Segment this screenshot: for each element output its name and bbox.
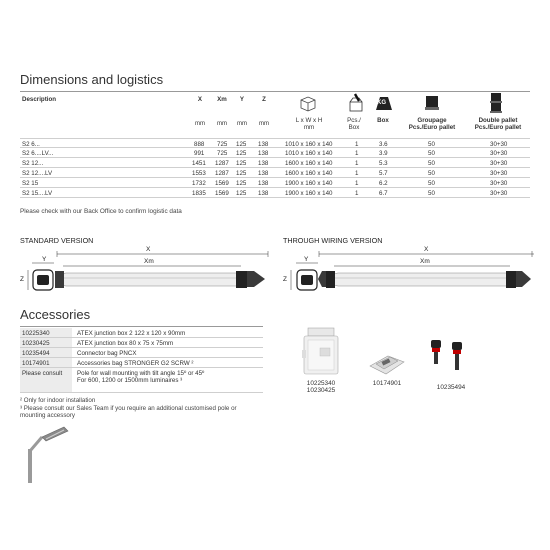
cell-lwh: 1900 x 160 x 140 <box>285 180 333 187</box>
cell-groupage: 50 <box>428 150 435 157</box>
col-header-double-line1: Double pallet <box>478 117 518 124</box>
table-row <box>20 358 263 368</box>
accessories-bag-image <box>368 352 406 376</box>
caption-junction-box-2: 10230425 <box>306 387 336 394</box>
cell-desc: S2 12... <box>22 160 44 167</box>
cell-pcs: 1 <box>355 150 359 157</box>
col-header-lwh <box>288 117 330 131</box>
table-top-rule <box>20 91 530 92</box>
unit-x: mm <box>195 121 205 127</box>
junction-box-image <box>300 326 342 376</box>
cell-groupage: 50 <box>428 160 435 167</box>
cell-box: 5.3 <box>379 160 388 167</box>
std-label-xm: Xm <box>144 258 154 265</box>
cell-y: 125 <box>236 190 247 197</box>
cell-x: 1732 <box>192 180 206 187</box>
accessory-code: 10225340 <box>22 330 50 337</box>
cell-desc: S2 15....LV <box>22 190 53 197</box>
cell-desc: S2 15 <box>22 180 39 187</box>
std-label-x: X <box>146 246 151 253</box>
cell-y: 125 <box>236 180 247 187</box>
cell-box: 6.2 <box>379 180 388 187</box>
tw-label-z: Z <box>283 276 287 283</box>
cell-lwh: 1010 x 160 x 140 <box>285 141 333 148</box>
col-header-pcs <box>342 117 366 131</box>
col-header-xm: Xm <box>217 96 227 103</box>
cell-desc: S2 12....LV <box>22 170 53 177</box>
dimensions-title: Dimensions and logistics <box>20 72 164 87</box>
footnote-consult: ³ Please consult our Sales Team if you require an additional customised pole or <box>20 405 237 412</box>
package-dimensions-icon <box>299 94 317 112</box>
connector-image <box>428 338 472 378</box>
cell-z: 138 <box>258 180 269 187</box>
through-wiring-version-title: THROUGH WIRING VERSION <box>283 236 383 245</box>
col-header-pcs-line2: Box <box>348 124 360 131</box>
weight-icon-label: KG <box>377 100 386 106</box>
cell-x: 1451 <box>192 160 206 167</box>
table-row <box>20 178 530 188</box>
cell-xm: 725 <box>217 150 228 157</box>
cell-lwh: 1600 x 160 x 140 <box>285 160 333 167</box>
cell-x: 888 <box>194 141 205 148</box>
accessory-desc-line1: Pole for wall mounting with tilt angle 15º or 45º <box>77 370 205 377</box>
cell-double: 30+30 <box>490 170 508 177</box>
cell-x: 991 <box>194 150 205 157</box>
cell-z: 138 <box>258 170 269 177</box>
cell-y: 125 <box>236 141 247 148</box>
cell-z: 138 <box>258 190 269 197</box>
cell-y: 125 <box>236 170 247 177</box>
accessory-desc-line2: For 600, 1200 or 1500mm luminaires ³ <box>77 377 183 384</box>
cell-pcs: 1 <box>355 190 359 197</box>
col-header-box: Box <box>377 117 389 124</box>
table-row <box>20 328 263 338</box>
cell-box: 3.9 <box>379 150 388 157</box>
cell-z: 138 <box>258 141 269 148</box>
cell-pcs: 1 <box>355 141 359 148</box>
col-header-x: X <box>197 96 203 103</box>
cell-y: 125 <box>236 160 247 167</box>
table-row <box>20 188 530 198</box>
accessories-title: Accessories <box>20 307 91 322</box>
box-pieces-icon <box>347 93 365 113</box>
cell-lwh: 1900 x 160 x 140 <box>285 190 333 197</box>
standard-version-drawing <box>18 246 270 294</box>
accessory-desc: Connector bag PNCX <box>77 350 137 357</box>
unit-z: mm <box>259 121 269 127</box>
accessory-code: 10230425 <box>22 340 50 347</box>
col-header-double <box>470 117 526 131</box>
cell-groupage: 50 <box>428 141 435 148</box>
accessory-code: 10235494 <box>22 350 50 357</box>
accessory-code: Please consult <box>22 370 63 377</box>
cell-lwh: 1010 x 160 x 140 <box>285 150 333 157</box>
cell-x: 1835 <box>192 190 206 197</box>
col-header-groupage-line1: Groupage <box>417 117 447 124</box>
accessory-desc: ATEX junction box 2 122 x 120 x 90mm <box>77 330 186 337</box>
logistics-note: Please check with our Back Office to confirm logistic data <box>20 208 182 215</box>
accessories-top-rule <box>20 326 263 327</box>
col-header-lwh-line2: mm <box>303 124 315 131</box>
cell-desc: S2 6... <box>22 141 40 148</box>
cell-pcs: 1 <box>355 160 359 167</box>
cell-lwh: 1600 x 160 x 140 <box>285 170 333 177</box>
through-wiring-drawing <box>282 246 534 294</box>
cell-groupage: 50 <box>428 170 435 177</box>
cell-z: 138 <box>258 160 269 167</box>
caption-connector: 10235494 <box>436 384 466 391</box>
table-row <box>20 348 263 358</box>
cell-double: 30+30 <box>490 141 508 148</box>
col-header-z: Z <box>262 96 266 103</box>
wall-pole-image <box>18 425 88 485</box>
cell-pcs: 1 <box>355 180 359 187</box>
double-pallet-icon <box>488 92 504 114</box>
footnote-consult-cont: mounting accessory <box>20 412 76 419</box>
footnote-indoor: ² Only for indoor installation <box>20 397 96 404</box>
cell-x: 1553 <box>192 170 206 177</box>
col-header-pcs-line1: Pcs./ <box>347 117 361 124</box>
cell-xm: 1287 <box>215 170 229 177</box>
cell-xm: 1569 <box>215 190 229 197</box>
accessory-desc <box>77 370 204 384</box>
std-label-y: Y <box>42 256 47 263</box>
cell-double: 30+30 <box>490 180 508 187</box>
cell-double: 30+30 <box>490 160 508 167</box>
accessory-code: 10174901 <box>22 360 50 367</box>
col-header-description: Description <box>22 96 57 103</box>
cell-double: 30+30 <box>490 190 508 197</box>
col-header-groupage <box>406 117 458 131</box>
cell-groupage: 50 <box>428 180 435 187</box>
standard-version-title: STANDARD VERSION <box>20 236 94 245</box>
cell-z: 138 <box>258 150 269 157</box>
cell-xm: 725 <box>217 141 228 148</box>
col-header-lwh-line1: L x W x H <box>295 117 323 124</box>
groupage-pallet-icon <box>424 94 440 112</box>
col-header-double-line2: Pcs./Euro pallet <box>474 124 522 131</box>
cell-groupage: 50 <box>428 190 435 197</box>
unit-xm: mm <box>217 121 227 127</box>
junction-box-captions <box>296 380 346 394</box>
table-row <box>20 158 530 168</box>
tw-label-xm: Xm <box>420 258 430 265</box>
col-header-y: Y <box>239 96 245 103</box>
accessory-desc: Accessories bag STRONGER G2 SCRW ² <box>77 360 194 367</box>
table-row <box>20 338 263 348</box>
col-header-groupage-line2: Pcs./Euro pallet <box>408 124 456 131</box>
tw-label-y: Y <box>304 256 309 263</box>
tw-label-x: X <box>424 246 429 253</box>
table-row <box>20 168 530 178</box>
cell-box: 3.6 <box>379 141 388 148</box>
cell-double: 30+30 <box>490 150 508 157</box>
std-label-z: Z <box>20 276 24 283</box>
accessory-desc: ATEX junction box 80 x 75 x 75mm <box>77 340 174 347</box>
cell-desc: S2 6....LV... <box>22 150 54 157</box>
cell-pcs: 1 <box>355 170 359 177</box>
table-row <box>20 148 530 158</box>
cell-xm: 1569 <box>215 180 229 187</box>
cell-y: 125 <box>236 150 247 157</box>
cell-box: 5.7 <box>379 170 388 177</box>
cell-box: 6.7 <box>379 190 388 197</box>
table-row <box>20 138 530 148</box>
cell-xm: 1287 <box>215 160 229 167</box>
caption-junction-box-1: 10225340 <box>306 380 336 387</box>
caption-bag: 10174901 <box>372 380 402 387</box>
table-row <box>20 368 263 393</box>
unit-y: mm <box>237 121 247 127</box>
